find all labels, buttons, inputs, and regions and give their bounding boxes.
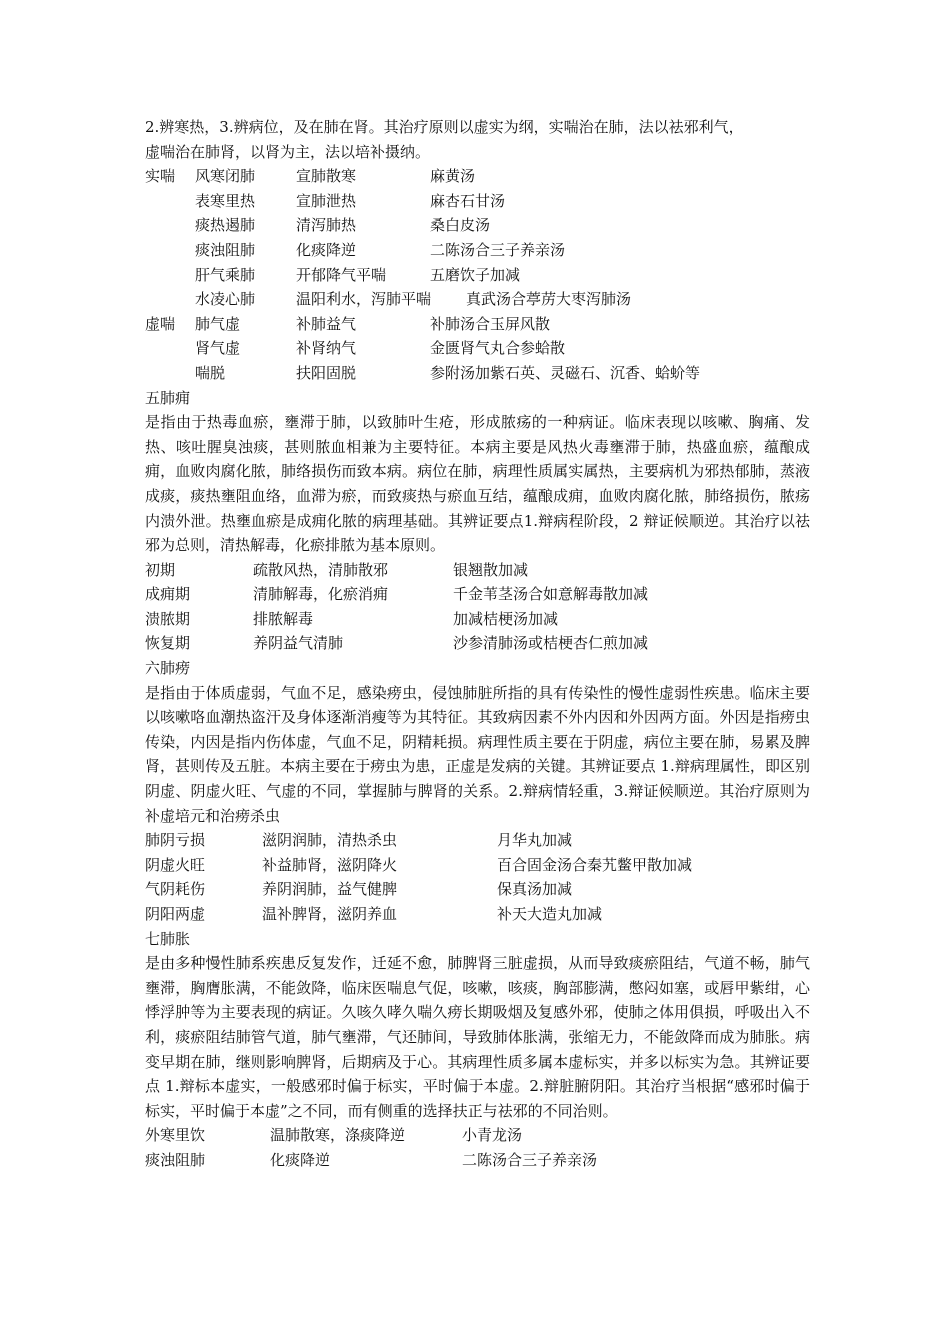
table-cell: 补肾纳气 [296,339,357,358]
table-row [145,828,810,853]
table-row [145,582,810,607]
table-row [145,287,810,312]
section-paragraph-consumption: 是指由于体质虚弱，气血不足，感染痨虫，侵蚀肺脏所指的具有传染性的慢性虚弱性疾患。临床主要以咳嗽咯血潮热盗汗及身体逐渐消瘦等为其特征。其致病因素不外内因和外因两方面。外因是指痨虫传染，内因是指内伤体虚，气血不足，阴精耗损。病理性质主要在于阴虚，病位主要在肺，易累及脾肾，甚则传及五脏。本病主要在于痨虫为患，正虚是发病的关键。其辨证要点 1.辩病理属性，即区别阴虚、阴虚火旺、气虚的不同，掌握肺与脾肾的关系。2.辩病情轻重，3.辩证候顺逆。其治疗原则为补虚培元和治痨杀虫 [145,683,810,825]
table-cell: 风寒闭肺 [195,167,256,186]
table-row [145,558,810,583]
table-cell [145,263,195,288]
table-cell: 痰浊阻肺 [195,240,256,259]
lung-distension-table [145,1123,810,1172]
table-cell: 清泻肺热 [296,216,357,235]
table-cell: 金匮肾气丸合参蛤散 [430,339,566,358]
table-cell: 养阴益气清肺 [253,634,344,653]
table-cell: 阴虚火旺 [145,855,206,874]
table-cell: 养阴润肺，益气健脾 [262,880,398,899]
document-page [145,115,810,1173]
table-row [145,902,810,927]
table-cell: 水凌心肺 [195,290,256,309]
table-cell: 痰浊阻肺 [145,1150,206,1169]
table-cell: 清肺解毒，化瘀消痈 [253,585,389,604]
table-cell: 千金苇茎汤合如意解毒散加减 [453,585,649,604]
intro-line-2: 虚喘治在肺肾，以肾为主，法以培补摄纳。 [145,142,431,161]
table-cell: 肾气虚 [195,339,241,358]
table-cell: 开郁降气平喘 [296,265,387,284]
table-cell: 保真汤加减 [497,880,573,899]
table-cell [145,238,195,263]
table-cell: 银翘散加减 [453,560,529,579]
table-cell: 恢复期 [145,634,191,653]
table-cell [145,213,195,238]
table-cell: 外寒里饮 [145,1126,206,1145]
table-cell [145,287,195,312]
table-cell: 麻杏石甘汤 [430,191,506,210]
table-cell: 小青龙汤 [462,1126,523,1145]
table-cell: 排脓解毒 [253,609,314,628]
table-cell: 化痰降逆 [270,1150,331,1169]
table-cell: 肺气虚 [195,314,241,333]
table-cell: 肝气乘肺 [195,265,256,284]
table-cell: 二陈汤合三子养亲汤 [462,1150,598,1169]
table-cell: 宣肺散寒 [296,167,357,186]
table-cell: 溃脓期 [145,609,191,628]
table-row [145,336,810,361]
table-cell: 五磨饮子加减 [430,265,521,284]
consumption-table [145,828,810,926]
table-cell: 温肺散寒，涤痰降逆 [270,1126,406,1145]
table-cell: 百合固金汤合秦艽鳖甲散加减 [497,855,693,874]
table-row [145,1123,810,1148]
table-cell: 实喘 [145,167,176,186]
table-cell: 温补脾肾，滋阴养血 [262,905,398,923]
table-cell: 沙参清肺汤或桔梗杏仁煎加减 [453,634,649,653]
table-cell: 补天大造丸加减 [497,905,603,923]
table-row [145,164,810,189]
table-cell: 宣肺泄热 [296,191,357,210]
intro-line-1: 2.辨寒热，3.辨病位，及在肺在肾。其治疗原则以虚实为纲，实喘治在肺，法以祛邪利气， [145,118,744,136]
lung-abscess-table [145,558,810,656]
table-cell: 补益肺肾，滋阴降火 [262,855,398,874]
section-heading-lung-distension: 七肺胀 [145,929,191,948]
table-cell: 成痈期 [145,585,191,604]
table-cell: 麻黄汤 [430,167,476,186]
table-cell: 温阳利水，泻肺平喘 [296,290,432,309]
table-cell: 痰热遏肺 [195,216,256,235]
section-paragraph-lung-abscess: 是指由于热毒血瘀，壅滞于肺，以致肺叶生疮，形成脓疡的一种病证。临床表现以咳嗽、胸痛、发热、咳吐腥臭浊痰，甚则脓血相兼为主要特征。本病主要是风热火毒壅滞于肺，热盛血瘀，蕴酿成痈，血败肉腐化脓，肺络损伤而致本病。病位在肺，病理性质属实属热，主要病机为邪热郁肺，蒸液成痰，痰热壅阻血络，血滞为瘀，而致痰热与瘀血互结，蕴酿成痈，血败肉腐化脓，肺络损伤，脓疡内溃外泄。热壅血瘀是成痈化脓的病理基础。其辨证要点1.辩病程阶段，2 辩证候顺逆。其治疗以祛邪为总则，清热解毒，化瘀排脓为基本原则。 [145,413,810,555]
table-cell: 扶阳固脱 [296,363,357,382]
table-cell: 加减桔梗汤加减 [453,609,559,628]
table-cell: 参附汤加紫石英、灵磁石、沉香、蛤蚧等 [430,363,701,382]
table-cell: 阴阳两虚 [145,905,206,923]
table-cell [145,361,195,386]
table-row [145,631,810,656]
table-row [145,238,810,263]
table-cell: 表寒里热 [195,191,256,210]
table-row [145,877,810,902]
table-cell: 初期 [145,560,176,579]
table-cell: 肺阴亏损 [145,831,206,850]
table-cell: 喘脱 [195,363,226,382]
table-row [145,312,810,337]
table-cell: 气阴耗伤 [145,880,206,899]
table-cell: 化痰降逆 [296,240,357,259]
table-row [145,853,810,878]
section-heading-consumption: 六肺痨 [145,659,191,678]
section-paragraph-lung-distension: 是由多种慢性肺系疾患反复发作，迁延不愈，肺脾肾三脏虚损，从而导致痰瘀阻结，气道不畅，肺气壅滞，胸膺胀满，不能敛降，临床医喘息气促，咳嗽，咳痰，胸部膨满，憋闷如塞，或唇甲紫绀，心悸浮肿等为主要表现的病证。久咳久哮久喘久痨长期吸烟及复感外邪，使肺之体用俱损，呼吸出入不利，痰瘀阻结肺管气道，肺气壅滞，气还肺间，导致肺体胀满，张缩无力，不能敛降而成为肺胀。病变早期在肺，继则影响脾肾，后期病及于心。其病理性质多属本虚标实，并多以标实为急。其辨证要点 1.辩标本虚实，一般感邪时偏于标实，平时偏于本虚。2.辩脏腑阴阳。其治疗当根据“感邪时偏于标实，平时偏于本虚”之不同，而有侧重的选择扶正与祛邪的不同治则。 [145,954,810,1120]
table-row [145,189,810,214]
table-cell: 桑白皮汤 [430,216,491,235]
table-cell: 月华丸加减 [497,831,573,850]
table-cell [145,189,195,214]
table-cell: 二陈汤合三子养亲汤 [430,240,566,259]
table-row [145,263,810,288]
asthma-pattern-table [145,164,810,385]
table-row [145,607,810,632]
table-cell: 疏散风热，清肺散邪 [253,560,389,579]
table-cell: 补肺汤合玉屏风散 [430,314,551,333]
table-row [145,213,810,238]
table-cell: 虚喘 [145,314,176,333]
table-row [145,361,810,386]
table-cell: 真武汤合葶苈大枣泻肺汤 [466,290,632,309]
table-row [145,1148,810,1173]
table-cell [145,336,195,361]
table-cell: 滋阴润肺，清热杀虫 [262,831,398,850]
section-heading-lung-abscess: 五肺痈 [145,388,191,407]
table-cell: 补肺益气 [296,314,357,333]
